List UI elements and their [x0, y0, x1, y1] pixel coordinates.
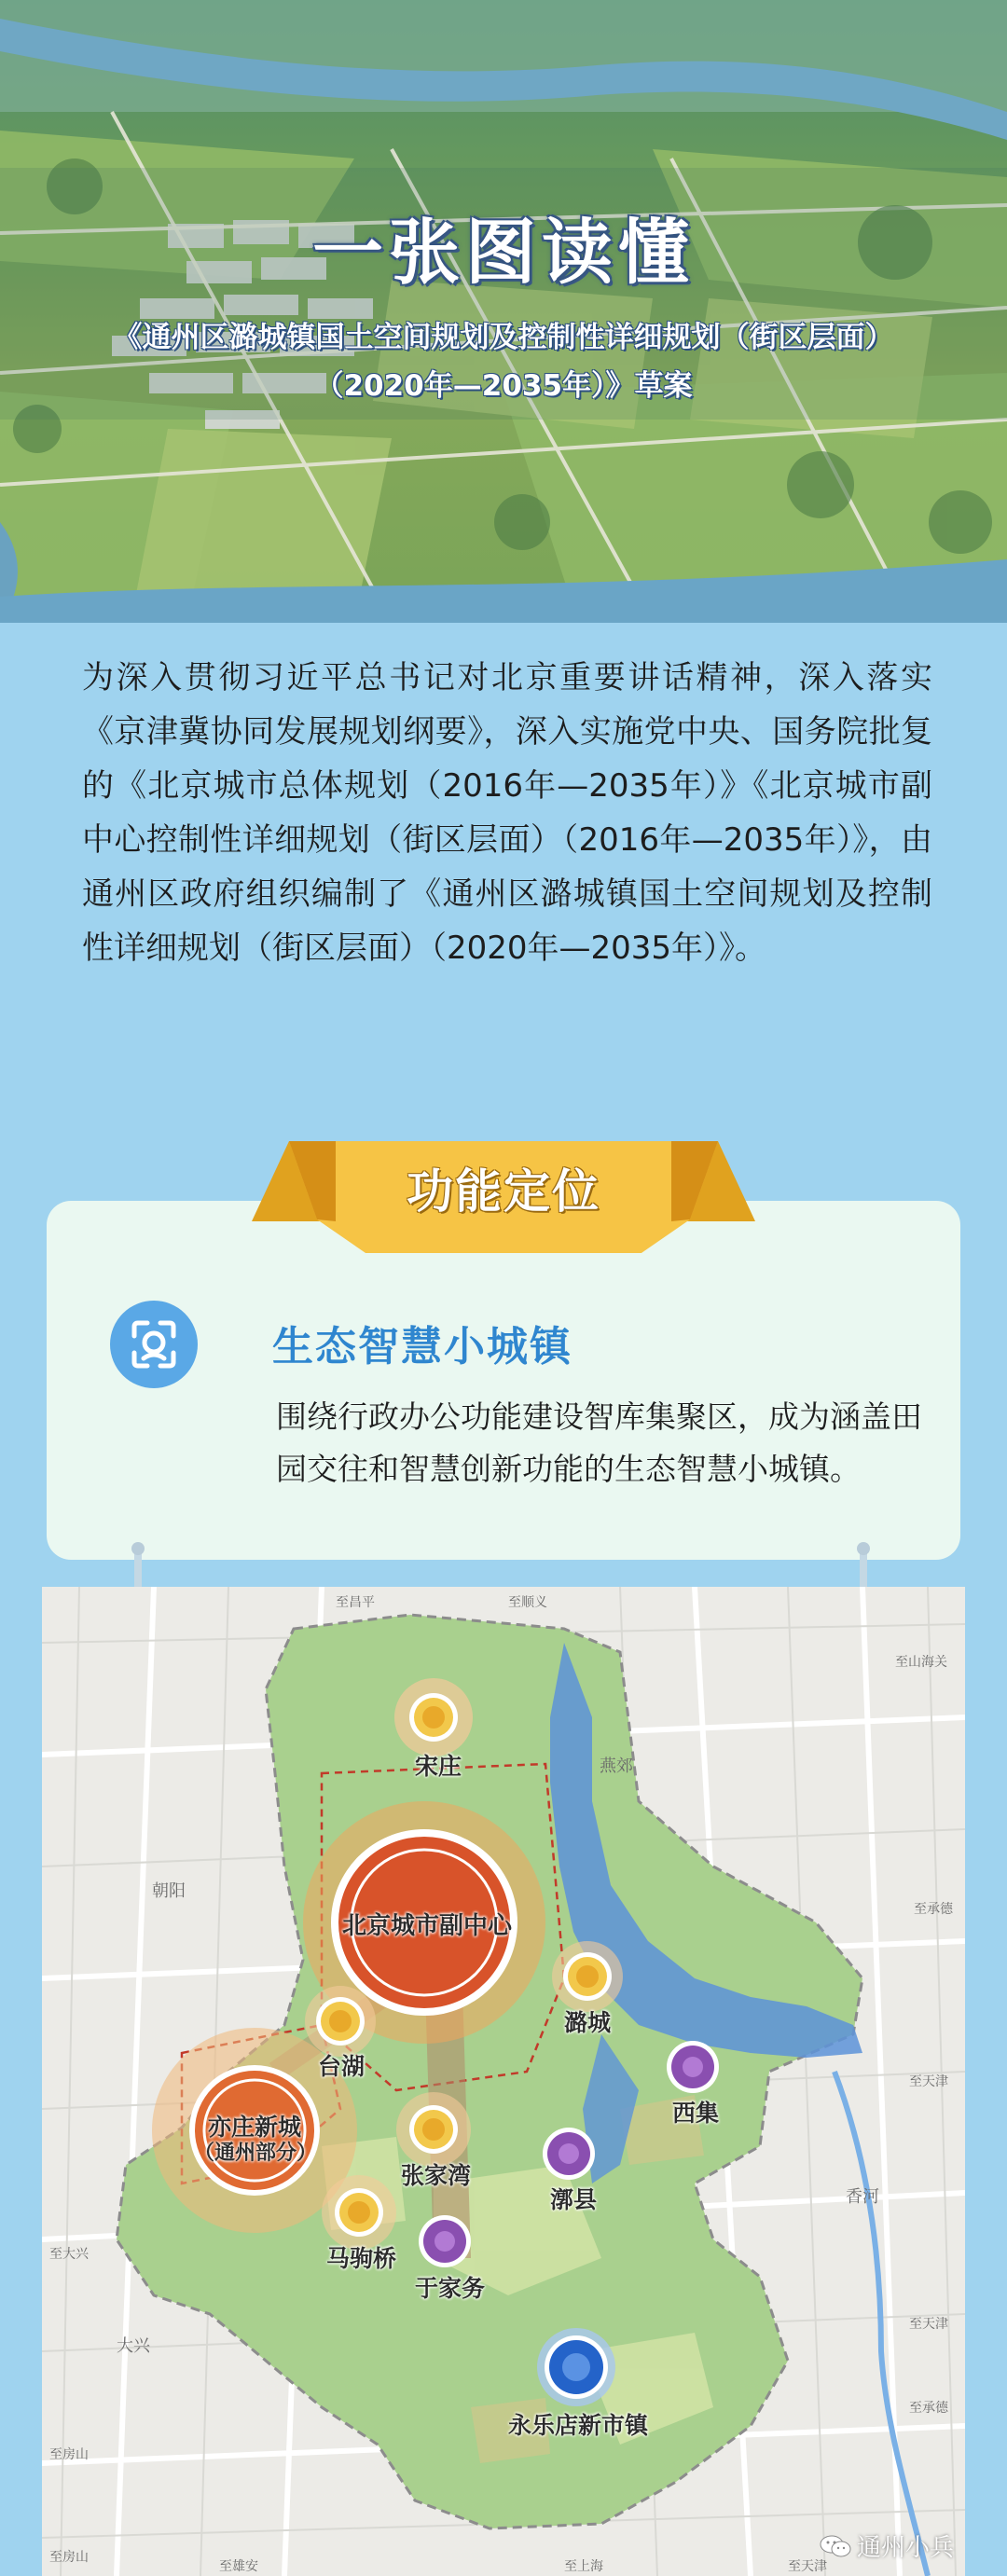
road-label-8: 至天津: [909, 2074, 948, 2089]
aerial-city-illustration: [0, 0, 1007, 623]
road-label-1: 至昌平: [336, 1595, 375, 1610]
road-label-5: 至大兴: [49, 2247, 89, 2262]
label-majuqiao: 马驹桥: [326, 2245, 397, 2272]
label-yizhuang-2: （通州部分）: [194, 2142, 318, 2165]
label-zhangjiawan: 张家湾: [401, 2162, 472, 2189]
wechat-icon: [820, 2534, 851, 2558]
planning-map: [42, 1587, 965, 2576]
intro-paragraph: 为深入贯彻习近平总书记对北京重要讲话精神，深入落实《京津冀协同发展规划纲要》，深入实施党中央、国务院批复的《北京城市总体规划（2016年—2035年）》《北京城市副中心控制性详细规划（街区层面）（2016年—2035年）》，由通州区政府组织编制了《通州区潞城镇国土空间规划及控制性详细规划（街区层面）（2020年—2035年）》。: [82, 659, 932, 967]
label-lixian: 漷县: [550, 2186, 598, 2213]
road-label-10: 至雄安: [219, 2559, 258, 2574]
label-taihu: 台湖: [318, 2053, 366, 2080]
scan-face-icon: [110, 1301, 198, 1388]
road-label-6: 至房山: [49, 2447, 89, 2462]
label-daxing: 大兴: [117, 2336, 150, 2356]
label-yizhuang-1: 亦庄新城: [208, 2114, 302, 2141]
label-songzhuang: 宋庄: [415, 1753, 462, 1780]
label-fuzhongxin: 北京城市副中心: [342, 1912, 513, 1940]
hero-subtitle-line1: 《通州区潞城镇国土空间规划及控制性详细规划（街区层面）: [113, 321, 894, 354]
road-label-7: 至房山: [49, 2550, 89, 2565]
hero-title: 一张图读懂: [312, 211, 695, 294]
section-title: 功能定位: [407, 1164, 600, 1219]
card-heading: 生态智慧小城镇: [272, 1323, 572, 1371]
hero-banner: [0, 0, 1007, 623]
road-label-2: 至顺义: [508, 1595, 547, 1610]
label-yongledian: 永乐店新市镇: [508, 2412, 649, 2439]
road-label-4: 至承德: [914, 1902, 953, 1917]
road-label-11: 至上海: [564, 2559, 603, 2574]
section-header: [252, 1141, 755, 1253]
road-label-13: 至承德: [909, 2401, 948, 2416]
label-yujiawu: 于家务: [415, 2275, 486, 2302]
hero-subtitle-line2: （2020年—2035年）》草案: [314, 369, 693, 403]
hanger-ring-left: [131, 1542, 145, 1555]
label-yanjiao: 燕郊: [600, 1756, 633, 1776]
road-label-12: 至天津: [788, 2559, 827, 2574]
label-chaoyang: 朝阳: [152, 1881, 186, 1901]
watermark: [820, 2528, 954, 2563]
card-body: 围绕行政办公功能建设智库集聚区，成为涵盖田园交往和智慧创新功能的生态智慧小城镇。: [276, 1398, 922, 1487]
hanger-ring-right: [857, 1542, 870, 1555]
road-label-3: 至山海关: [895, 1655, 947, 1670]
label-lucheng: 潞城: [564, 2009, 612, 2036]
label-xiji: 西集: [672, 2100, 720, 2127]
road-label-9: 至天津: [909, 2317, 948, 2332]
watermark-text: 通州小兵: [856, 2534, 954, 2562]
label-xianghe: 香河: [846, 2187, 879, 2207]
map-base: [42, 1587, 965, 2576]
